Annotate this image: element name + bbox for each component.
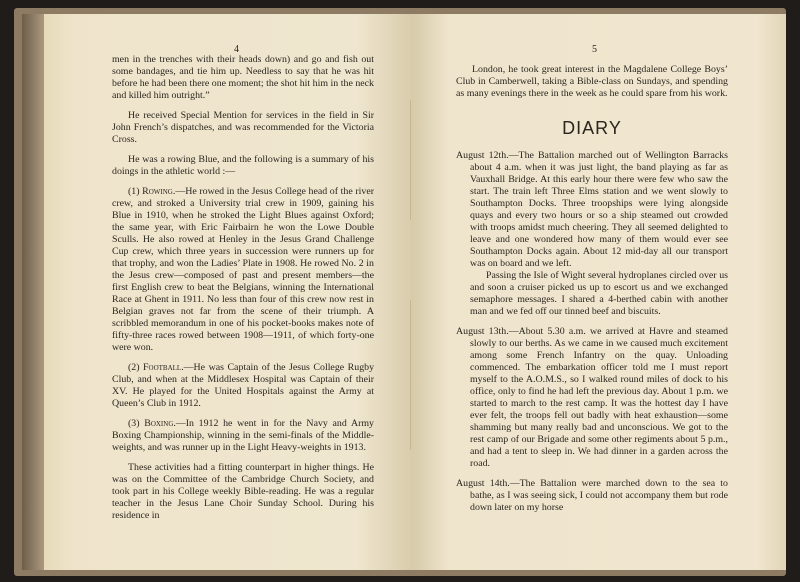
section-text: —He rowed in the Jesus College head of the river crew, and stroked a University trial crew in 1909, gaining his Blue in 1910, when he stroked the Light Blues against Oxford; the same year, with Eric Fairbairn he won the Lowe Double Sculls. He also rowed at Henley in the Jesus Grand Challenge Cup crew, which three years in succession were runners up for that trophy, and won the Ladies’ Plate in 1908. He rowed No. 2 in the Jesus crew—composed of past and present members—the first English crew to beat the Belgians, winning the International Race at Ghent in 1911. No less than four of this crew now rest in Belgian graves not far from the scene of their triumph. A scribbled memorandum in one of his pocket-books makes note of fifty-three races rowed between 1908—1911, of which forty-one were won. [112, 186, 375, 353]
paragraph: These activities had a fitting counterpart in higher things. He was on the Committee of the Cambridge Church Society, and took part in his College weekly Bible-reading. He was a regular teacher in the Jesus Lane Choir Sunday School. During his residence in [112, 462, 374, 521]
right-page-text [456, 64, 728, 514]
rowing-paragraph [112, 186, 374, 354]
diary-title: DIARY [562, 118, 622, 138]
section-text: —In 1912 he went in for the Navy and Army Boxing Championship, winning in the semi-finals of the Middle-weights, and was runner up in the Light Heavy-weights in 1913. [112, 418, 374, 453]
binding-thread [410, 100, 411, 220]
diary-entry [456, 150, 728, 270]
paragraph: He was a rowing Blue, and the following is a summary of his doings in the athletic world :— [112, 154, 374, 177]
right-page [412, 14, 786, 570]
entry-date: August 14th. [456, 478, 510, 489]
left-page-text [112, 54, 374, 522]
entry-text: —The Battalion were marched down to the sea to bathe, as I was seeing sick, I could not accompany them but rode down later on my horse [470, 478, 728, 513]
section-heading: Boxing. [144, 418, 176, 429]
diary-entry [456, 478, 728, 514]
left-page [44, 14, 412, 570]
entry-date: August 13th. [456, 326, 509, 337]
page-number: 4 [234, 44, 239, 55]
paragraph: London, he took great interest in the Magdalene College Boys’ Club in Camberwell, taking a Bible-class on Sundays, and spending as many evenings there in the week as he could spare from his work. [456, 64, 728, 99]
diary-entry-continuation: Passing the Isle of Wight several hydroplanes circled over us and soon a cruiser picked us up to escort us and we exchanged semaphore messages. I shared a 4-berthed cabin with another man and we fed off our tinned beef and biscuits. [470, 270, 728, 317]
section-number: (2) [128, 362, 140, 373]
section-heading: Football. [143, 362, 184, 373]
paragraph: men in the trenches with their heads down) and go and fish out some bandages, and tie him up. Needless to say that he was hit before he had been there one moment; the shot hit him in the neck and killed him outright.” [112, 54, 374, 101]
entry-date: August 12th. [456, 150, 509, 161]
entry-text: —About 5.30 a.m. we arrived at Havre and steamed slowly to our berths. As we came in we caused much excitement among some French Infantry on the quay. Unloading commenced. The embarkation officer told me I must report myself to the A.O.M.S., so I walked round miles of dock to his office, only to find he had left the previous day. About 1 p.m. we started to march to the rest camp. It was the hottest day I have ever felt, the troops fell out badly with heat exhaustion—some shamming but many really bad and unconscious. We got to the rest camp of our Brigade and some other regiments about 5 p.m., and had a tent to sleep in. We had dinner in a garden across the road. [470, 326, 728, 469]
entry-text: —The Battalion marched out of Wellington Barracks about 4 a.m. when it was just light, the band playing as far as Vauxhall Bridge. At this early hour there were few who saw the start. The train left Three Elms station and we went slowly to Southampton Docks. Three troopships were lying alongside quays and every two hours or so a ship steamed out crowded with troops amidst much cheering. They all seemed delighted to leave and one wondered how many of them would ever see Southampton Docks again. About 12 mid-day all our transport was on board and we left. [470, 150, 728, 269]
section-heading: Rowing. [142, 186, 176, 197]
page-number: 5 [592, 44, 597, 55]
section-number: (1) [128, 186, 140, 197]
football-paragraph [112, 362, 374, 410]
section-text: —He was Captain of the Jesus College Rugby Club, and when at the Middlesex Hospital was Captain of their XV. He played for the United Hospitals against the Army at Queen’s Club in 1912. [112, 362, 375, 409]
paragraph: He received Special Mention for services in the field in Sir John French’s dispatches, and was recommended for the Victoria Cross. [112, 110, 374, 145]
diary-entry [456, 326, 728, 470]
boxing-paragraph [112, 418, 374, 454]
binding-thread [410, 300, 411, 450]
section-number: (3) [128, 418, 140, 429]
